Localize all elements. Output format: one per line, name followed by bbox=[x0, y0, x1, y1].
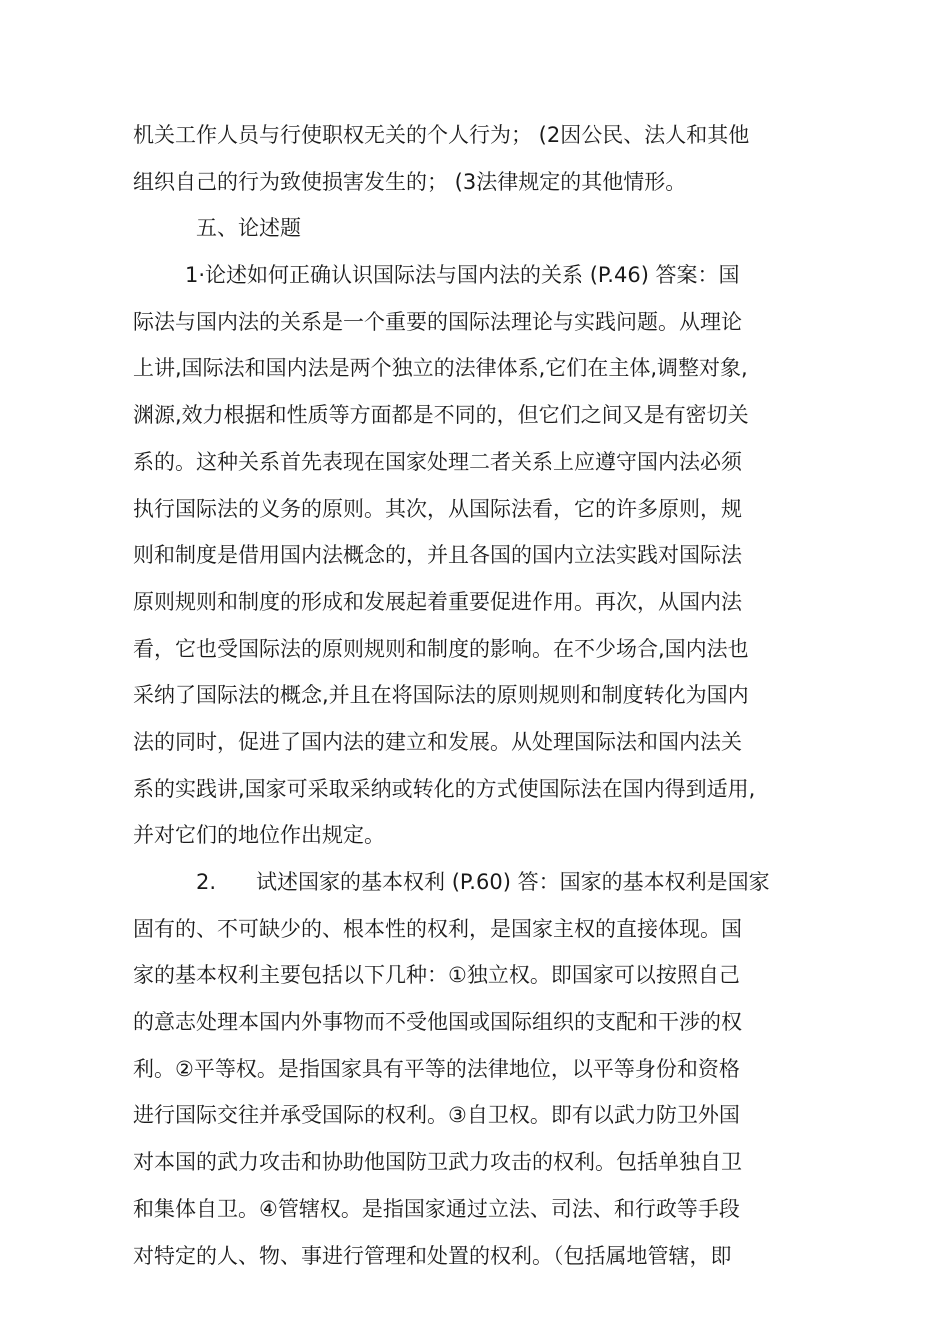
text-line: 系的实践讲,国家可采取采纳或转化的方式使国际法在国内得到适用, bbox=[133, 776, 756, 801]
section-heading: 五、论述题 bbox=[196, 216, 301, 241]
text-line: 渊源,效力根据和性质等方面都是不同的，但它们之间又是有密切关 bbox=[133, 403, 749, 428]
text-line: 系的。这种关系首先表现在国家处理二者关系上应遵守国内法必须 bbox=[133, 449, 742, 474]
text-line: 上讲,国际法和国内法是两个独立的法律体系,它们在主体,调整对象, bbox=[133, 356, 748, 381]
text-line: 际法与国内法的关系是一个重要的国际法理论与实践问题。从理论 bbox=[133, 309, 742, 334]
text-line: 组织自己的行为致使损害发生的； (3法律规定的其他情形。 bbox=[133, 169, 687, 194]
list-number: 2. bbox=[196, 870, 217, 894]
text-line: 法的同时，促进了国内法的建立和发展。从处理国际法和国内法关 bbox=[133, 729, 742, 754]
text-line: 并对它们的地位作出规定。 bbox=[133, 823, 385, 848]
text-line: 固有的、不可缺少的、根本性的权利，是国家主权的直接体现。国 bbox=[133, 916, 742, 941]
text-line: 采纳了国际法的概念,并且在将国际法的原则规则和制度转化为国内 bbox=[133, 683, 749, 708]
text-line: 则和制度是借用国内法概念的，并且各国的国内立法实践对国际法 bbox=[133, 543, 742, 568]
text-line bbox=[133, 859, 833, 906]
text-line: 1·论述如何正确认识国际法与国内法的关系 (P.46) 答案：国 bbox=[185, 263, 740, 288]
text-line-content: 试述国家的基本权利 (P.60) 答：国家的基本权利是国家 bbox=[256, 870, 770, 894]
text-line: 对本国的武力攻击和协助他国防卫武力攻击的权利。包括单独自卫 bbox=[133, 1150, 742, 1175]
document-page bbox=[133, 112, 833, 1279]
text-line: 的意志处理本国内外事物而不受他国或国际组织的支配和干涉的权 bbox=[133, 1010, 742, 1035]
text-line: 和集体自卫。④管辖权。是指国家通过立法、司法、和行政等手段 bbox=[133, 1196, 740, 1221]
text-line: 原则规则和制度的形成和发展起着重要促进作用。再次，从国内法 bbox=[133, 589, 742, 614]
text-line: 对特定的人、物、事进行管理和处置的权利。（包括属地管辖，即 bbox=[133, 1243, 732, 1268]
text-line: 家的基本权利主要包括以下几种：①独立权。即国家可以按照自己 bbox=[133, 963, 740, 988]
text-line: 利。②平等权。是指国家具有平等的法律地位，以平等身份和资格 bbox=[133, 1056, 740, 1081]
text-line: 进行国际交往并承受国际的权利。③自卫权。即有以武力防卫外国 bbox=[133, 1103, 740, 1128]
text-line: 执行国际法的义务的原则。其次，从国际法看，它的许多原则，规 bbox=[133, 496, 742, 521]
text-line: 看，它也受国际法的原则规则和制度的影响。在不少场合,国内法也 bbox=[133, 636, 749, 661]
text-line: 机关工作人员与行使职权无关的个人行为； (2因公民、法人和其他 bbox=[133, 123, 750, 147]
